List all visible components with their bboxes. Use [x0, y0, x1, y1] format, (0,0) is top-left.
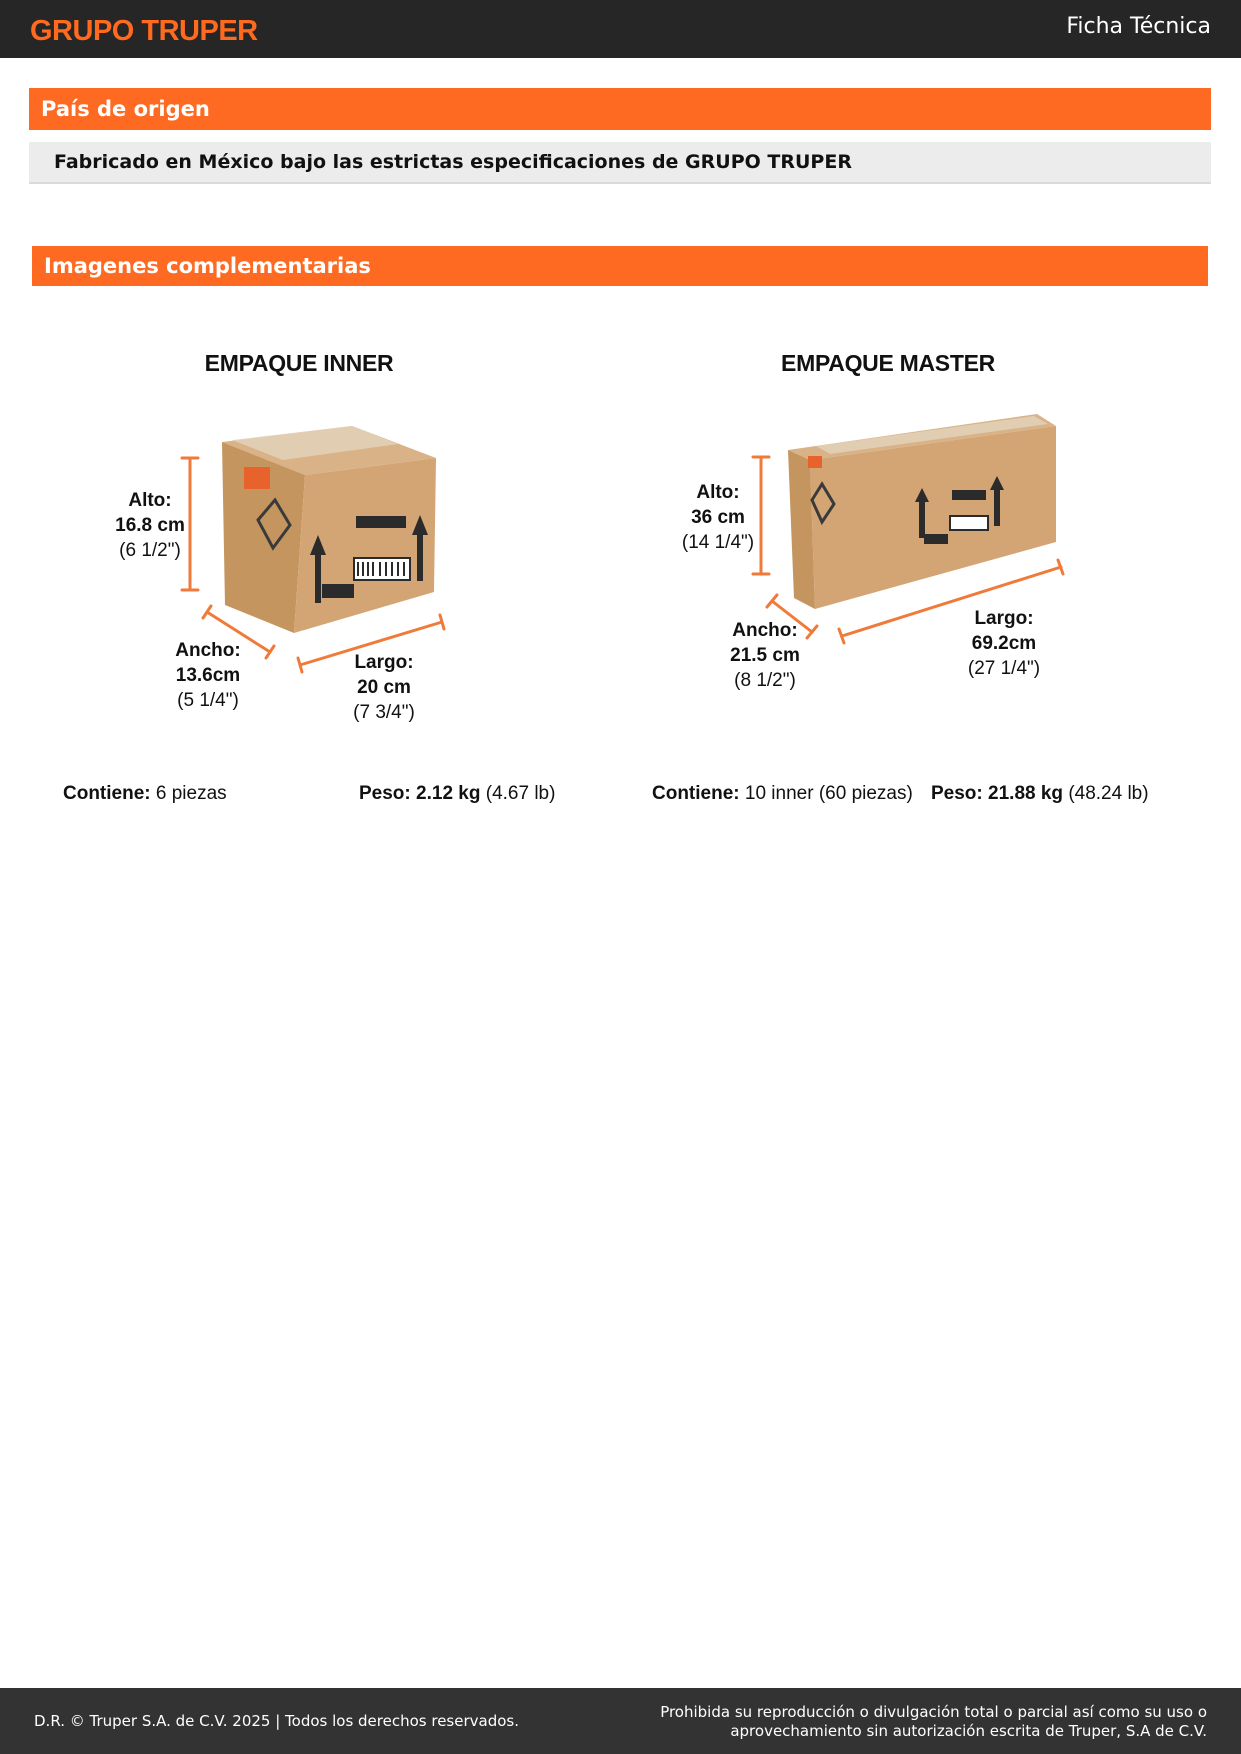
box-code-strip: [322, 584, 354, 598]
inner-weight-value: 2.12 kg: [416, 783, 481, 804]
document-title: Ficha Técnica: [1066, 14, 1211, 39]
origin-heading-label: País de origen: [41, 97, 210, 121]
images-heading: [32, 246, 1208, 286]
master-contains-label: Contiene:: [652, 783, 740, 804]
master-weight-value: 21.88 kg: [988, 783, 1064, 804]
inner-package-panel: [0, 320, 560, 740]
box-code-strip: [924, 534, 948, 544]
master-contains-value: 10 inner (60 piezas): [744, 783, 913, 804]
box-brand-strip: [356, 516, 406, 528]
images-heading-label: Imagenes complementarias: [44, 254, 371, 278]
box-brand-strip: [952, 490, 986, 500]
inner-largo: Largo: 20 cm (7 3/4"): [353, 652, 415, 723]
master-ancho: Ancho: 21.5 cm (8 1/2"): [730, 620, 800, 691]
master-weight: [931, 783, 1149, 805]
inner-weight: [359, 783, 555, 805]
inner-contains-label: Contiene:: [63, 783, 151, 804]
master-package-panel: [590, 320, 1150, 740]
box-label: [808, 456, 822, 468]
barcode: [950, 516, 988, 530]
legal-notice-line-1: Prohibida su reproducción o divulgación total o parcial así como su uso o: [660, 1703, 1207, 1721]
inner-weight-imperial: (4.67 lb): [485, 783, 556, 804]
page-footer: [0, 1688, 1241, 1754]
origin-text: Fabricado en México bajo las estrictas especificaciones de GRUPO TRUPER: [29, 142, 1211, 184]
inner-package-title: EMPAQUE INNER: [204, 350, 394, 376]
master-weight-imperial: (48.24 lb): [1068, 783, 1149, 804]
brand-logo: GRUPO TRUPER: [30, 15, 258, 47]
origin-heading: [29, 88, 1211, 130]
top-header: [0, 0, 1241, 58]
inner-contains: [63, 783, 227, 805]
inner-alto: Alto: 16.8 cm (6 1/2"): [115, 490, 185, 561]
box-label: [244, 467, 270, 489]
master-contains: [652, 783, 913, 805]
master-package-title: EMPAQUE MASTER: [781, 350, 995, 376]
inner-contains-value: 6 piezas: [155, 783, 227, 804]
master-largo: Largo: 69.2cm (27 1/4"): [967, 608, 1041, 679]
legal-notice: [647, 1703, 1207, 1741]
master-weight-label: Peso:: [931, 783, 983, 804]
inner-box-illustration: [0, 320, 560, 740]
inner-ancho: Ancho: 13.6cm (5 1/4"): [175, 640, 241, 711]
copyright-text: D.R. © Truper S.A. de C.V. 2025 | Todos los derechos reservados.: [34, 1712, 519, 1730]
inner-weight-label: Peso:: [359, 783, 411, 804]
legal-notice-line-2: aprovechamiento sin autorización escrita de Truper, S.A de C.V.: [730, 1722, 1207, 1740]
master-alto: Alto: 36 cm (14 1/4"): [681, 482, 755, 553]
